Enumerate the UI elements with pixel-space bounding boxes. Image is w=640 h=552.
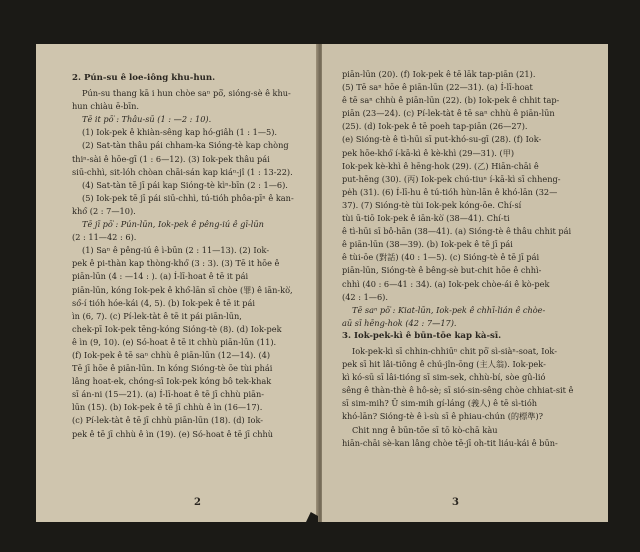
text-line: (e) Sióng-tè ê tì-hūi sī put-khó-su-gī (28). (f) Iok- [342, 134, 542, 145]
text-line: piān-lūn, kóng Iok-pek ê khó͘-lān sī chòe (罪) ê iān-kò͘, [72, 284, 293, 295]
text-line: só͘-í tióh hóe-kái (4, 5). (b) Iok-pek ê tē it pái [72, 297, 255, 308]
section-heading: 2. Pún-su ê loe-iông khu-hun. [72, 73, 216, 83]
text-line: Pún-su thang kā i hun chòe saⁿ pō͘, sióng-sè ê khu- [82, 88, 291, 99]
text-line: sêng ê thàn-thè ê hô-sè; sī sió-sin-sêng chòe chhiat-sit ê [342, 385, 574, 396]
text-line: tùi ū-tiō Iok-pek ê iān-kò͘ (38—41). Chí-ti [342, 213, 510, 224]
text-line: pek sī hit lâi-tiōng ê chú-jîn-ōng (主人翁). Iok-pek- [342, 359, 546, 370]
text-line: sī sim-mih? Ū sim-mih gí-láng (義人) ê tē sì-tióh [342, 398, 538, 409]
text-line: Tē jī pō͘ : Pún-lūn, Iok-pek ê pêng-iú ê gī-lūn [82, 219, 264, 230]
text-line: (f) Iok-pek ê tē saⁿ chhù ê piān-lūn (12—14). (4) [72, 349, 271, 360]
text-line: (1) Saⁿ ê pêng-iú ê ì-būn (2 : 11—13). (2) Iok- [82, 245, 270, 256]
right-page [322, 44, 608, 522]
left-page [36, 44, 318, 522]
text-line: siū-chhì, sit-lóh chòan chāi-sán kap kiáⁿ-jî (1 : 13-22). [72, 166, 293, 177]
text-line: Tē it pō͘ : Thâu-sū (1 : —2 : 10). [82, 114, 212, 125]
book-spread [36, 44, 608, 522]
text-line: aū sī hēng-hok (42 : 7—17). [342, 317, 457, 328]
text-line: khó-lān? Sióng-tè ê ì-sù sī ê phiau-chún (的標準)? [342, 411, 544, 422]
text-line: sī án-ni (15—21). (a) Í-lī-hoat ê tē jī chhù piān- [72, 389, 265, 400]
text-line: (1) Iok-pek ê khiàn-sêng kap hó-giâh (1 : 1—5). [82, 127, 278, 138]
text-line: Tē jī hōe ê piān-lūn. In kóng Sióng-tè ōe tùi phái [72, 363, 273, 374]
text-line: ê tì-hūi sī bô-hān (38—41). (a) Sióng-tè ê thâu chhit pái [342, 226, 572, 237]
text-line: piān (23—24). (c) Pí-lek-tàt ê tē saⁿ chhù ê piān-lūn [342, 108, 555, 119]
text-line: (2 : 11—42 : 6). [72, 232, 137, 243]
text-line: (4) Sat-tàn tē jī pái kap Sióng-tè kìⁿ-bīn (2 : 1—6). [82, 179, 288, 190]
text-line: lâng hoat-ek, chóng-sī Iok-pek kóng bô tek-khak [72, 376, 272, 387]
text-line: (2) Sat-tàn thâu pái chham-ka Sióng-tè kap chòng [82, 140, 289, 151]
page-number: 3 [452, 497, 459, 508]
text-line: ê tùi-ōe (對話) (40 : 1—5). (c) Sióng-tè ê tē jī pái [342, 252, 540, 263]
text-line: ê tē saⁿ chhù ê piān-lūn (22). (b) Iok-pek ê chhit tap- [342, 95, 560, 106]
text-line: pek hōe-khó͘ í-kā-kì ê kè-khì (29—31). (甲) [342, 147, 515, 158]
text-line: pėh (31). (6) Í-lī-hu ê tú-tióh hùn-lān ê khó-lān (32— [342, 186, 558, 197]
text-line: Iok-pek kè-khì ê hēng-hok (29). (乙) Hiān-chāi ê [342, 160, 539, 171]
page-number: 2 [194, 497, 201, 508]
text-line: kì kó-sū sī lâi-tióng sī sim-sek, chhù-bí, sòe gû-lió [342, 372, 546, 383]
text-line: ê piān-lūn (38—39). (b) Iok-pek ê tē jī pái [342, 239, 513, 250]
text-line: khó͘ (2 : 7—10). [72, 205, 136, 216]
text-line: (c) Pí-lek-tàt ê tē jī chhù piān-lūn (18). (d) Iok- [72, 415, 264, 426]
text-line: (5) Iok-pek tē jī pái siū-chhì, tú-tióh phôa-pīⁿ ê kan- [82, 192, 294, 203]
text-line: hun chiàu ē-bīn. [72, 101, 140, 112]
text-line: (5) Tē saⁿ hōe ê piān-lūn (22—31). (a) Í-lī-hoat [342, 82, 533, 93]
text-line: pek ê tē jī chhù ê ìn (19). (e) Só-hoat ê tē jī chhù [72, 428, 274, 439]
text-line: (42 : 1—6). [342, 291, 388, 302]
text-line: ìn (6, 7). (c) Pí-lek-tàt ê tē it pái piān-lūn, [72, 310, 242, 321]
text-line: ê ìn (9, 10). (e) Só-hoat ê tē it chhù piān-lūn (11). [72, 336, 277, 347]
text-line: Tē saⁿ pō͘ : Kiat-lūn, Iok-pek ê chhī-lián ê chòe- [352, 304, 546, 315]
text-line: thiⁿ-sài ê hōe-gī (1 : 6—12). (3) Iok-pek thâu pái [72, 153, 270, 164]
text-line: chek-pī Iok-pek tēng-kóng Sióng-tè (8). (d) Iok-pek [72, 323, 282, 334]
text-line: chhì (40 : 6—41 : 34). (a) Iok-pek chòe-ái ê kò-pek [342, 278, 550, 289]
text-line: Iok-pek-kì sī chhin-chhiūⁿ chit pō͘ sì-siàⁿ-soat, Iok- [352, 345, 557, 356]
text-line: put-hēng (30). (丙) Iok-pek chú-tiuⁿ í-kā-kì sī chheng- [342, 173, 561, 184]
text-line: piān-lūn (20). (f) Iok-pek ê tē lāk tap-piān (21). [342, 69, 536, 79]
text-line: Chit nng ê būn-tōe sī tō kò-chā kàu [352, 424, 498, 435]
section-heading: 3. Iok-pek-kì ê būn-tōe kap kà-sī. [342, 330, 502, 341]
text-line: pek ê pi-thàn kap thòng-khó͘ (3 : 3). (3) Tē it hōe ê [72, 258, 280, 269]
text-line: piān-lūn, Sióng-tè ê bêng-sè but-chit hōe ê chhì- [342, 265, 542, 276]
text-line: piān-lūn (4 : —14 : ). (a) Í-lī-hoat ê tē it pái [72, 271, 249, 282]
text-line: lūn (15). (b) Iok-pek ê tē jī chhù ê ìn (16—17). [72, 402, 263, 413]
text-line: (25). (d) Iok-pek ê tē poeh tap-piān (26—27). [342, 121, 528, 132]
text-line: hiān-chāi sè-kan lâng chòe tē-jī oh-tit liáu-kái ê būn- [342, 437, 558, 448]
text-line: 37). (7) Sióng-tè tùi Iok-pek kóng-ōe. Chí-sí [342, 199, 522, 210]
